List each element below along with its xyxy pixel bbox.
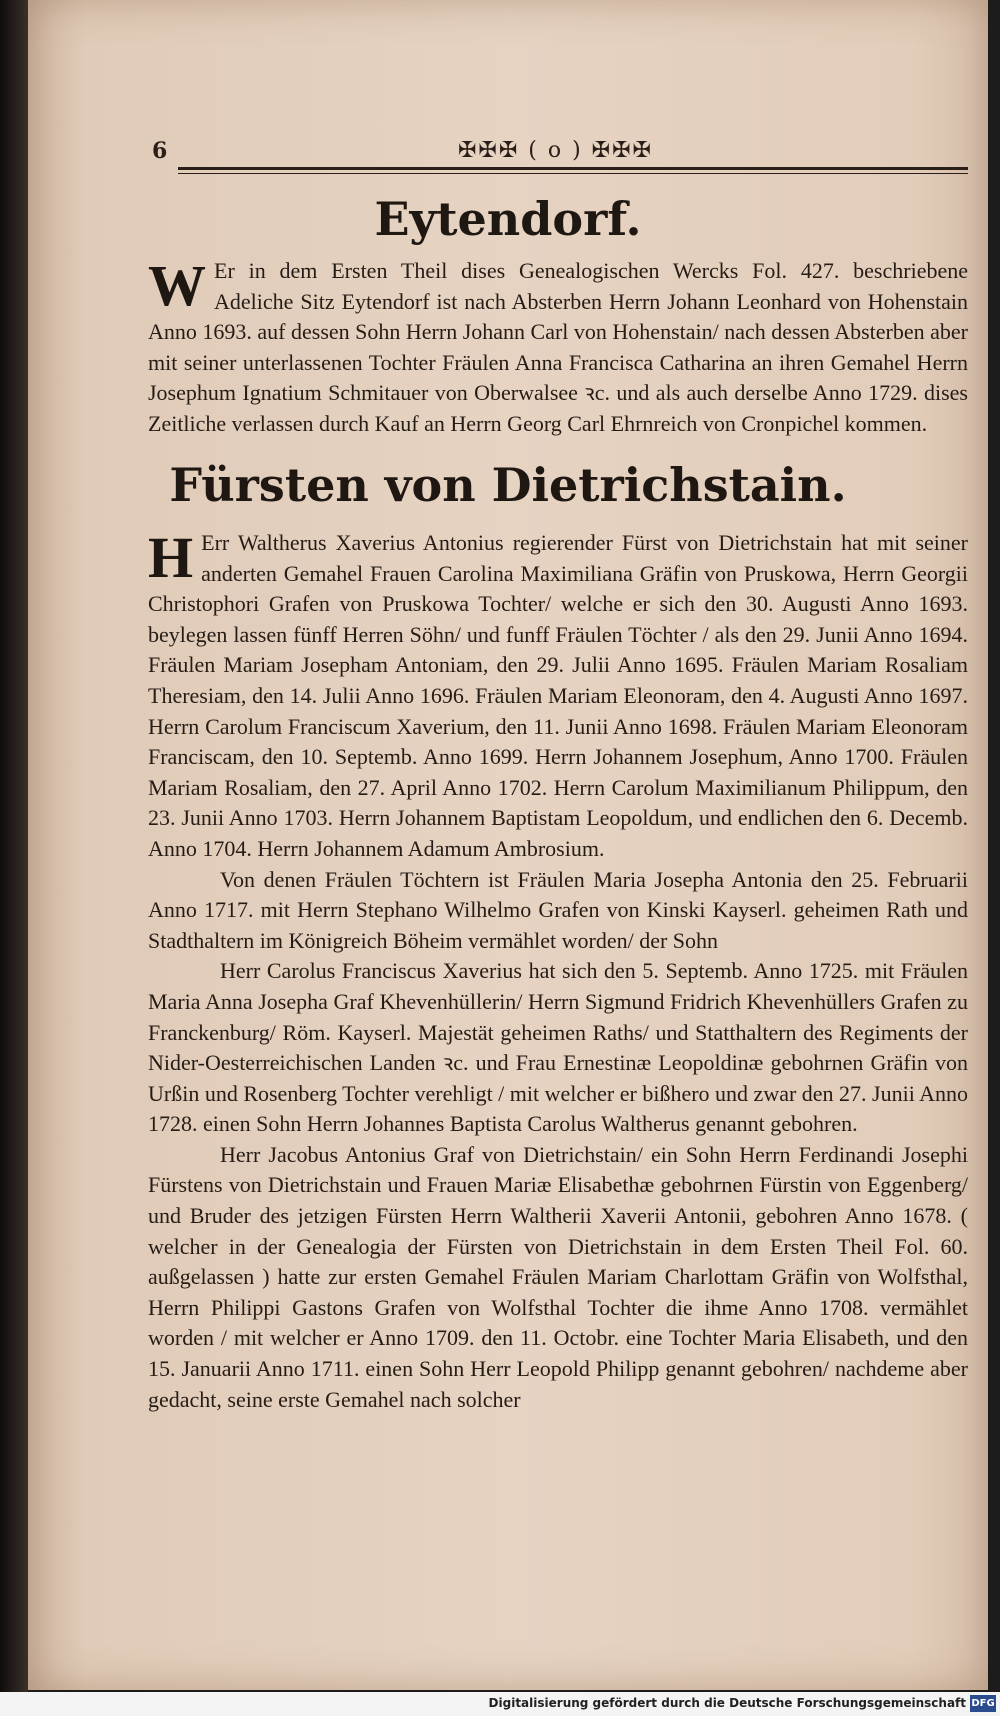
header-ornament: ✠✠✠ ( o ) ✠✠✠ [458, 138, 653, 163]
footer-credit: Digitalisierung gefördert durch die Deutsche Forschungsgemeinschaft [488, 1696, 966, 1710]
dfg-logo: DFG [970, 1695, 996, 1712]
paragraph-text: Er in dem Ersten Theil dises Genealogischen Wercks Fol. 427. beschriebene Adeliche Sitz Eytendorf ist nach Absterben Herrn Johann Leonhard von Hohenstain Anno 1693. auf dessen Sohn Herrn Johann Carl von Hohenstain/ nach dessen Absterben aber mit seiner unterlassenen Tochter Fräulen Anna Francisca Catharina an ihren Gemahel Herrn Josephum Ignatium Schmitauer von Oberwalsee ꝛc. und als auch derselbe Anno 1729. dises Zeitliche verlassen durch Kauf an Herrn Georg Carl Ehrnreich von Cronpichel kommen. [148, 258, 968, 436]
paragraph [148, 253, 968, 440]
header-rule [178, 167, 968, 170]
book-page [28, 0, 988, 1690]
paragraph-text: Err Waltherus Xaverius Antonius regierender Fürst von Dietrichstain hat mit seiner anderten Gemahel Frauen Carolina Maximiliana Gräfin von Pruskowa, Herrn Georgii Christophori Grafen von Pruskowa Tochter/ welche er sich den 30. Augusti Anno 1693. beylegen lassen fünff Herren Söhn/ und funff Fräulen Töchter / als den 29. Junii Anno 1694. Fräulen Mariam Josepham Antoniam, den 29. Julii Anno 1695. Fräulen Mariam Rosaliam Theresiam, den 14. Julii Anno 1696. Fräulen Mariam Eleonoram, den 4. Augusti Anno 1697. Herrn Carolum Franciscum Xaverium, den 11. Junii Anno 1698. Fräulen Mariam Eleonoram Franciscam, den 10. Septemb. Anno 1699. Herrn Johannem Josephum, Anno 1700. Fräulen Mariam Rosaliam, den 27. April Anno 1702. Herrn Carolum Maximilianum Philippum, den 23. Junii Anno 1703. Herrn Johannem Baptistam Leopoldum, und endlichen den 6. Decemb. Anno 1704. Herrn Johannem Adamum Ambrosium. [148, 530, 968, 861]
drop-cap: H [148, 525, 194, 590]
header-rule-thin [178, 173, 968, 174]
footer-bar [0, 1692, 1000, 1716]
section-title-dietrichstain: Fürsten von Dietrichstain. [169, 458, 847, 512]
page-number: 6 [152, 138, 168, 164]
section-body-eytendorf [148, 253, 968, 440]
drop-cap: W [148, 253, 206, 318]
paragraph [148, 525, 968, 865]
section-title-eytendorf: Eytendorf. [374, 192, 642, 246]
paragraph: Von denen Fräulen Töchtern ist Fräulen Maria Josepha Antonia den 25. Februarii Anno 1717. mit Herrn Stephano Wilhelmo Grafen von Kinski Kayserl. geheimen Rath und Stadthaltern im Königreich Böheim vermählet worden/ der Sohn [148, 866, 968, 953]
paragraph: Herr Jacobus Antonius Graf von Dietrichstain/ ein Sohn Herrn Ferdinandi Josephi Fürstens von Dietrichstain und Frauen Mariæ Elisabethæ gebohrnen Fürstin von Eggenberg/ und Bruder des jetzigen Fürsten Herrn Waltherii Xaverii Antonii, gebohren Anno 1678. ( welcher in der Genealogia der Fürsten von Dietrichstain in dem Ersten Theil Fol. 60. außgelassen ) hatte zur ersten Gemahel Fräulen Mariam Charlottam Gräfin von Wolfsthal, Herrn Philippi Gastons Grafen von Wolfsthal Tochter die ihme Anno 1708. vermählet worden / mit welcher er Anno 1709. den 11. Octobr. eine Tochter Maria Elisabeth, und den 15. Januarii Anno 1711. einen Sohn Herr Leopold Philipp genannt gebohren/ nachdeme aber gedacht, seine erste Gemahel nach solcher [148, 1141, 968, 1412]
book-binding [0, 0, 28, 1716]
section-body-dietrichstain [148, 525, 969, 1415]
paragraph: Herr Carolus Franciscus Xaverius hat sich den 5. Septemb. Anno 1725. mit Fräulen Maria Anna Josepha Graf Khevenhüllerin/ Herrn Sigmund Fridrich Khevenhüllers Grafen zu Franckenburg/ Röm. Kayserl. Majestät geheimen Raths/ und Statthaltern des Regiments der Nider-Oesterreichischen Landen ꝛc. und Frau Ernestinæ Leopoldinæ gebohrnen Gräfin von Urßin und Rosenberg Tochter verehligt / mit welcher er bißhero und zwar den 27. Junii Anno 1728. einen Sohn Herrn Johannes Baptista Carolus Waltherus genannt gebohren. [148, 958, 969, 1137]
